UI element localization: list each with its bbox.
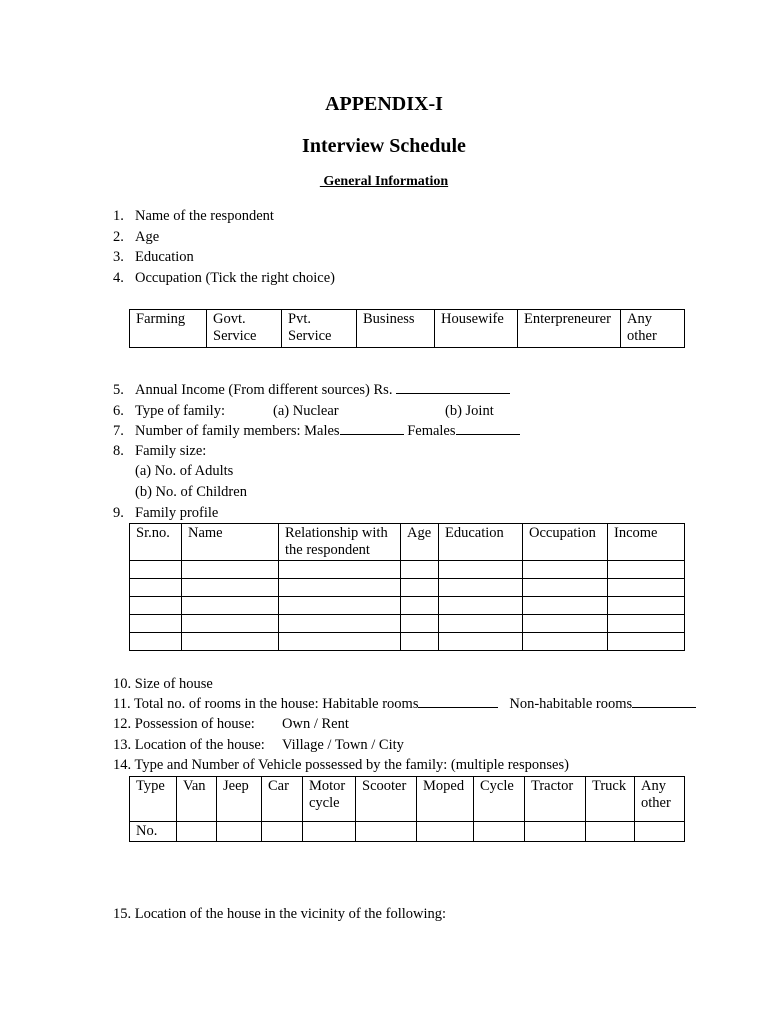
item-2: 2. Age	[113, 229, 160, 245]
table-row	[130, 561, 685, 579]
item-11: 11. Total no. of rooms in the house: Habitable rooms Non-habitable rooms	[113, 694, 696, 714]
occupation-row	[130, 310, 685, 348]
item-8: 8. Family size:	[113, 443, 207, 459]
item-5: 5. Annual Income (From different sources) Rs.	[113, 380, 510, 400]
family-header-cell: Sr.no.	[130, 524, 182, 561]
occupation-cell: Enterpreneurer	[518, 310, 621, 348]
vehicle-header-cell: Jeep	[217, 777, 262, 822]
table-row	[130, 597, 685, 615]
occupation-cell: Housewife	[435, 310, 518, 348]
males-blank	[340, 424, 404, 435]
appendix-title: APPENDIX-I	[325, 93, 443, 115]
item-10: 10. Size of house	[113, 676, 213, 692]
family-header-cell: Education	[439, 524, 523, 561]
occupation-cell: Any other	[621, 310, 685, 348]
vehicle-header-cell: Any other	[635, 777, 685, 822]
table-row	[130, 615, 685, 633]
section-heading: General Information	[319, 174, 449, 189]
vehicle-header-cell: Car	[262, 777, 303, 822]
vehicle-no-label: No.	[130, 822, 177, 842]
item-6: 6. Type of family: (a) Nuclear (b) Joint	[113, 403, 494, 419]
vehicle-table	[129, 776, 685, 842]
item-7: 7. Number of family members: Males Females	[113, 421, 520, 441]
family-header-cell: Relationship with the respondent	[279, 524, 401, 561]
item-3: 3. Education	[113, 249, 194, 265]
vehicle-header-row	[130, 777, 685, 822]
vehicle-header-cell: Van	[177, 777, 217, 822]
vehicle-header-cell: Moped	[417, 777, 474, 822]
vehicle-header-cell: Cycle	[474, 777, 525, 822]
item-9: 9. Family profile	[113, 505, 219, 521]
family-header-cell: Name	[182, 524, 279, 561]
item-1: 1. Name of the respondent	[113, 208, 274, 224]
family-header-row	[130, 524, 685, 561]
non-habitable-blank	[632, 697, 696, 708]
item-14: 14. Type and Number of Vehicle possessed by the family: (multiple responses)	[113, 757, 569, 773]
vehicle-header-cell: Motor cycle	[303, 777, 356, 822]
schedule-title: Interview Schedule	[302, 135, 466, 157]
item-13: 13. Location of the house: Village / Town / City	[113, 737, 404, 753]
item-12: 12. Possession of house: Own / Rent	[113, 716, 349, 732]
occupation-cell: Business	[357, 310, 435, 348]
females-blank	[456, 424, 520, 435]
occupation-table	[129, 309, 685, 348]
item-15: 15. Location of the house in the vicinity of the following:	[113, 906, 447, 922]
vehicle-header-cell: Truck	[586, 777, 635, 822]
occupation-cell: Pvt. Service	[282, 310, 357, 348]
table-row	[130, 579, 685, 597]
family-header-cell: Occupation	[523, 524, 608, 561]
item-8b: (b) No. of Children	[135, 484, 247, 500]
item-4: 4. Occupation (Tick the right choice)	[113, 270, 335, 286]
occupation-cell: Farming	[130, 310, 207, 348]
family-header-cell: Income	[608, 524, 685, 561]
vehicle-count-row	[130, 822, 685, 842]
item-8a: (a) No. of Adults	[135, 463, 234, 479]
family-header-cell: Age	[401, 524, 439, 561]
table-row	[130, 633, 685, 651]
vehicle-header-cell: Tractor	[525, 777, 586, 822]
vehicle-header-cell: Type	[130, 777, 177, 822]
family-profile-table	[129, 523, 685, 651]
vehicle-header-cell: Scooter	[356, 777, 417, 822]
habitable-blank	[418, 697, 498, 708]
occupation-cell: Govt. Service	[207, 310, 282, 348]
income-blank	[396, 383, 510, 394]
